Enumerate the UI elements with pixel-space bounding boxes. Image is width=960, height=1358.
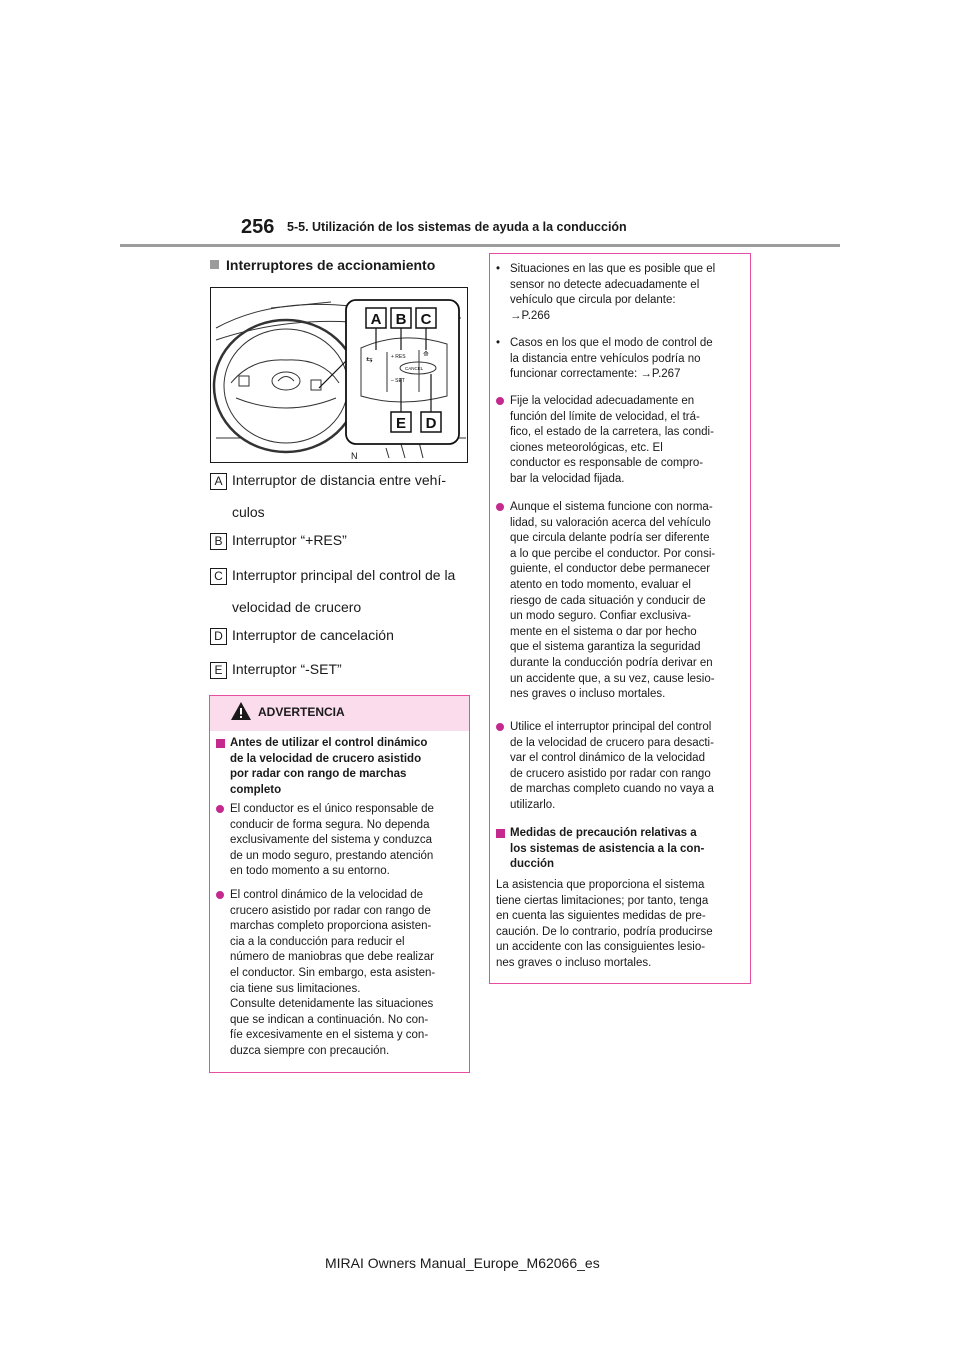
warning-bullet-line: que se indican a continuación. No con-: [230, 1013, 429, 1026]
bullet-line: Aunque el sistema funcione con norma-: [510, 501, 713, 513]
callout-c: C: [420, 311, 432, 328]
res-label: + RES: [391, 354, 406, 360]
bullet-line: Utilice el interruptor principal del control: [510, 721, 712, 733]
warning-bullet-line: exclusivamente del sistema y conduzca: [230, 834, 432, 847]
warning-heading-line: de la velocidad de crucero asistido: [230, 752, 422, 765]
warning-bullet-line: número de maniobras que debe realizar: [230, 951, 434, 964]
set-label: – SET: [391, 378, 405, 384]
square-bullet-icon: [210, 260, 219, 269]
callout-a: A: [370, 311, 382, 328]
page-number: 256: [241, 216, 275, 238]
bullet-line: durante la conducción podría derivar en: [510, 656, 713, 669]
heading-line: los sistemas de asistencia a la con-: [510, 842, 705, 855]
precautions-paragraph: [496, 878, 746, 972]
warning-heading-line: Antes de utilizar el control dinámico: [230, 737, 428, 749]
warning-bullet-line: en todo momento a su entorno.: [230, 865, 390, 878]
legend-letter: A: [210, 473, 227, 490]
bullet-line: utilizarlo.: [510, 798, 556, 811]
subheading-text: Interruptores de accionamiento: [226, 257, 436, 273]
dash-item-line: sensor no detecte adecuadamente el: [510, 278, 700, 291]
warning-bullet-line: cia a la conducción para reducir el: [230, 935, 405, 948]
bullet-line: a lo que percibe el conductor. Por consi-: [510, 547, 716, 560]
bullet-line: que el sistema garantiza la seguridad: [510, 641, 701, 654]
figure-corner-mark: N: [351, 451, 358, 461]
bullet-line: Fije la velocidad adecuadamente en: [510, 395, 695, 407]
bullet-line: de marchas completo cuando no vaya a: [510, 783, 714, 796]
header-rule: [120, 244, 840, 247]
steering-wheel-illustration: [211, 288, 467, 462]
legend-text-line: Interruptor “+RES”: [232, 532, 347, 548]
legend-letter: D: [210, 628, 227, 645]
dash-item-line: Casos en los que el modo de control de: [510, 337, 713, 349]
legend-text-line: Interruptor de distancia entre vehí-: [232, 472, 447, 488]
subheading: [210, 257, 435, 273]
bullet-line: guiente, el conductor debe permanecer: [510, 563, 711, 576]
bullet-line: nes graves o incluso mortales.: [510, 688, 666, 701]
square-bullet-icon: [496, 829, 505, 838]
heading-line: ducción: [510, 858, 555, 871]
dash-bullet: •: [496, 337, 501, 349]
warning-heading-line: completo: [230, 783, 282, 796]
warning-bullet-line: Consulte detenidamente las situaciones: [230, 998, 434, 1011]
legend-letter: B: [210, 533, 227, 550]
precautions-box: [489, 253, 751, 984]
warning-heading-line: por radar con rango de marchas: [230, 768, 407, 781]
paragraph-line: tiene ciertas limitaciones; por tanto, tenga: [496, 894, 709, 907]
warning-bullet-line: duzca siempre con precaución.: [230, 1044, 390, 1057]
paragraph-line: caución. De lo contrario, podría producirse: [496, 925, 713, 938]
dash-item-line: la distancia entre vehículos podría no: [510, 352, 701, 365]
bullet-dot-icon: [496, 503, 504, 511]
bullet-line: atento en todo momento, evaluar el: [510, 578, 691, 591]
legend-text-line: Interruptor principal del control de la: [232, 567, 456, 583]
bullet-line: un modo seguro. Confiar exclusiva-: [510, 610, 691, 623]
page-reference-link[interactable]: funcionar correctamente: →P.267: [510, 368, 681, 381]
warning-triangle-icon: [230, 701, 252, 721]
bullet-line: de la velocidad de crucero para desacti-: [510, 736, 714, 749]
warning-bullet-line: crucero asistido por radar con rango de: [230, 904, 431, 917]
section-title: 5-5. Utilización de los sistemas de ayuda a la conducción: [287, 220, 627, 234]
legend-text-line: culos: [232, 504, 265, 520]
legend-letter: E: [210, 662, 227, 679]
bullet-dot-icon: [216, 805, 224, 813]
svg-text:⟰: ⟰: [423, 351, 429, 358]
bullet-line: var el control dinámico de la velocidad: [510, 752, 705, 765]
warning-bullet-line: El conductor es el único responsable de: [230, 803, 434, 815]
bullet-line: riesgo de cada situación y conducir de: [510, 594, 706, 607]
legend-text-line: Interruptor “-SET”: [232, 661, 342, 677]
dash-bullet: •: [496, 263, 501, 275]
dash-item-line: vehículo que circula por delante:: [510, 294, 676, 307]
legend-letter: C: [210, 568, 227, 585]
bullet-dot-icon: [496, 397, 504, 405]
paragraph-line: en cuenta las siguientes medidas de pre-: [496, 910, 706, 923]
bullet-line: ciones meteorológicas, etc. El: [510, 441, 663, 454]
warning-bullet-line: el conductor. Sin embargo, esta asisten-: [230, 966, 436, 979]
dash-item-line: Situaciones en las que es posible que el: [510, 263, 716, 275]
heading-line: Medidas de precaución relativas a: [510, 827, 697, 839]
paragraph-line: nes graves o incluso mortales.: [496, 956, 652, 969]
square-bullet-icon: [216, 739, 225, 748]
warning-bullet-line: El control dinámico de la velocidad de: [230, 889, 424, 901]
steering-switch-figure: [210, 287, 468, 463]
bullet-dot-icon: [496, 723, 504, 731]
bullet-line: de crucero asistido por radar con rango: [510, 767, 711, 780]
cancel-label: CANCEL: [405, 366, 424, 371]
bullet-line: bar la velocidad fijada.: [510, 472, 625, 485]
callout-b: B: [395, 311, 407, 328]
warning-bullet-line: conducir de forma segura. No dependa: [230, 818, 430, 831]
warning-bullet-line: de un modo seguro, prestando atención: [230, 849, 434, 862]
page-reference-link[interactable]: →P.266: [510, 309, 551, 322]
bullet-line: que circula delante podría ser diferente: [510, 532, 710, 545]
callout-e: E: [395, 415, 407, 432]
legend-text-line: Interruptor de cancelación: [232, 627, 394, 643]
bullet-dot-icon: [216, 891, 224, 899]
bullet-line: lidad, su valoración acerca del vehículo: [510, 516, 711, 529]
legend-text-line: velocidad de crucero: [232, 599, 362, 615]
bullet-line: fico, el estado de la carretera, las condi-: [510, 426, 714, 439]
warning-title: ADVERTENCIA: [258, 705, 345, 719]
bullet-line: mente en el sistema o dar por hecho: [510, 625, 697, 638]
warning-bullet-line: cia tiene sus limitaciones.: [230, 982, 361, 995]
footer-text: MIRAI Owners Manual_Europe_M62066_es: [325, 1255, 600, 1271]
warning-box: [209, 695, 470, 1073]
paragraph-line: un accidente con las consiguientes lesio-: [496, 941, 706, 954]
callout-d: D: [425, 415, 437, 432]
bullet-line: función del límite de velocidad, el trá-: [510, 410, 700, 423]
bullet-line: un accidente que, a su vez, cause lesio-: [510, 672, 715, 685]
svg-text:⇆: ⇆: [366, 355, 373, 364]
warning-header: [210, 696, 469, 731]
bullet-line: conductor es responsable de compro-: [510, 457, 704, 470]
warning-bullet-line: marchas completo proporciona asisten-: [230, 920, 432, 933]
paragraph-line: La asistencia que proporciona el sistema: [496, 879, 705, 891]
warning-bullet-line: fíe excesivamente en el sistema y con-: [230, 1029, 429, 1042]
